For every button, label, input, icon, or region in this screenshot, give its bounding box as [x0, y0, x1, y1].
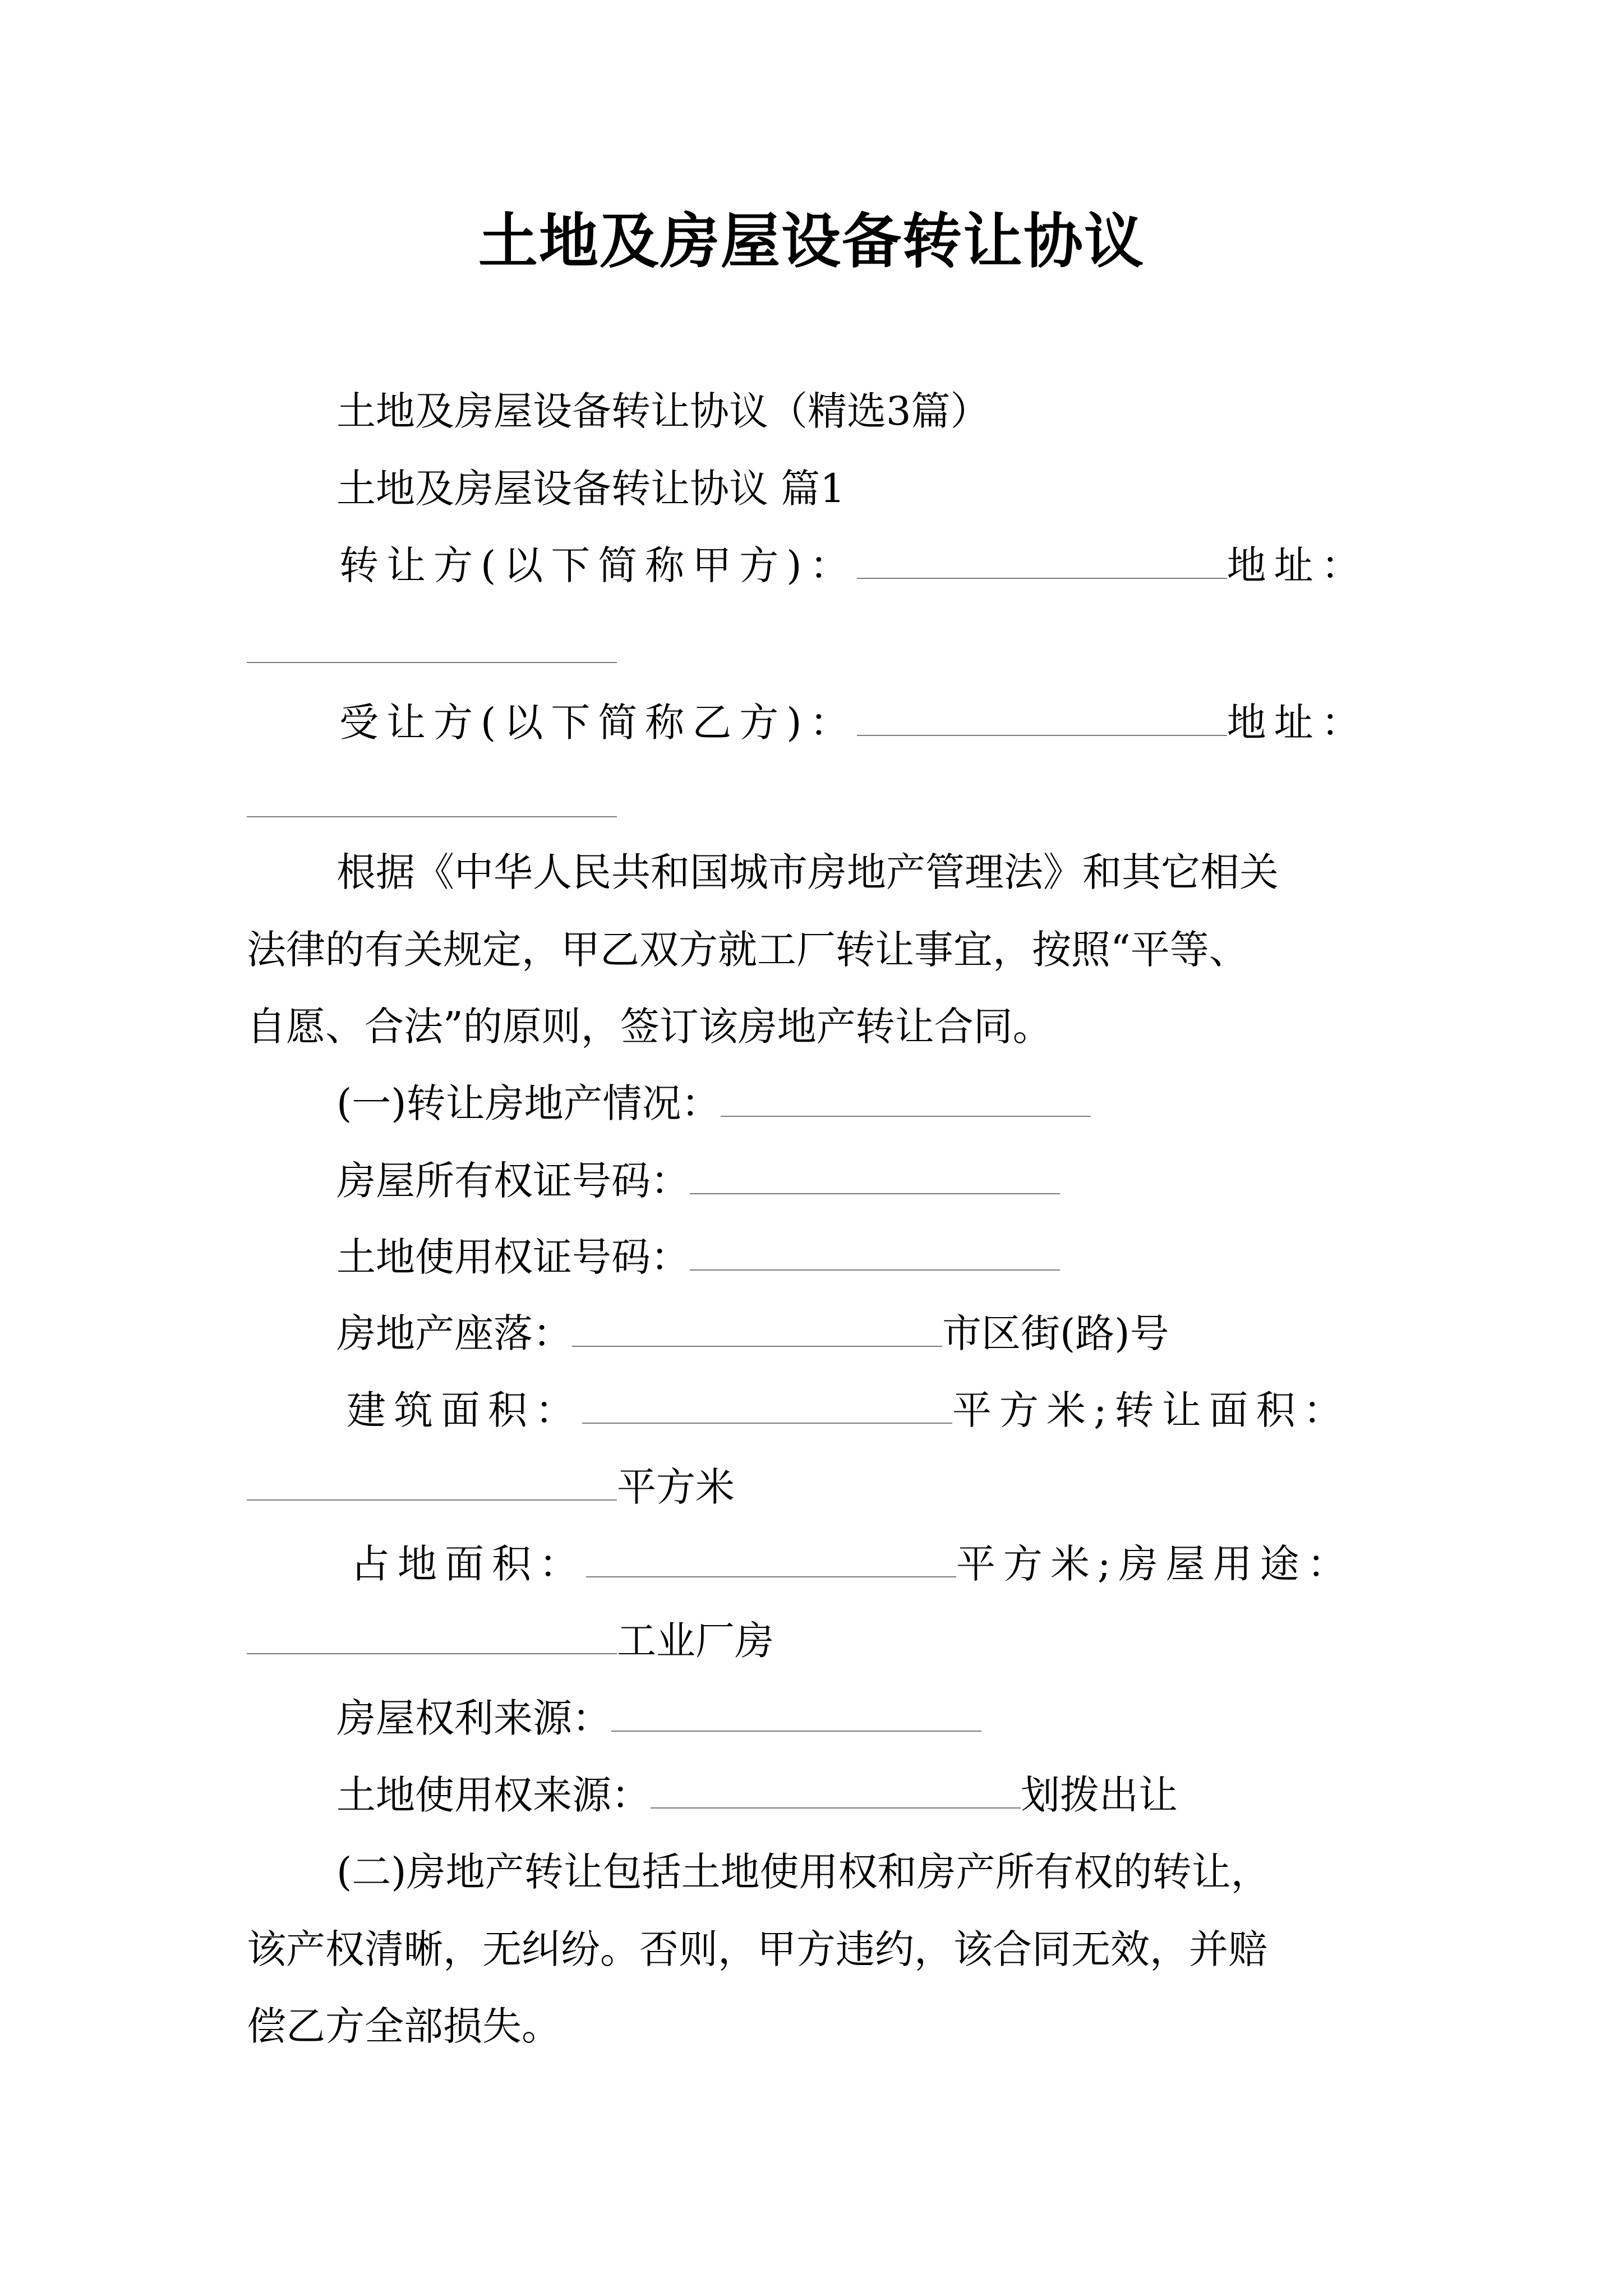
- item1-label: (一)转让房地产情况：: [336, 1080, 721, 1126]
- document-title: 土地及房屋设备转让协议: [478, 206, 1145, 276]
- land-area-line: [351, 1539, 1354, 1589]
- location-suffix: 市区街(路)号: [942, 1310, 1169, 1356]
- transferor-line: [339, 540, 1368, 591]
- intro-paragraph-line3: 自愿、合法”的原则，签订该房地产转让合同。: [247, 1004, 1052, 1050]
- location-line: [336, 1308, 1169, 1359]
- transfer-area-line: [247, 1462, 735, 1512]
- item1-line: [336, 1078, 1091, 1129]
- house-source-label: 房屋权利来源：: [336, 1695, 611, 1741]
- land-source-blank: [651, 1773, 1021, 1809]
- house-cert-line: [336, 1156, 1060, 1206]
- item1-blank: [721, 1081, 1091, 1117]
- transferor-name-blank: [857, 543, 1227, 579]
- land-cert-blank: [690, 1235, 1060, 1271]
- land-source-line: [336, 1770, 1178, 1820]
- item2-paragraph-line1: (二)房地产转让包括土地使用权和房产所有权的转让，: [336, 1849, 1270, 1895]
- item2-paragraph-line2: 该产权清晰，无纠纷。否则，甲方违约，该合同无效，并赔: [247, 1926, 1267, 1972]
- location-blank: [572, 1311, 942, 1347]
- house-use-label: 平方米;房屋用途：: [956, 1541, 1354, 1587]
- transferee-line: [339, 697, 1368, 748]
- transferee-address-blank: [247, 816, 617, 817]
- intro-paragraph-line2: 法律的有关规定，甲乙双方就工厂转让事宜，按照“平等、: [247, 927, 1248, 973]
- house-use-blank: [247, 1618, 617, 1654]
- transfer-area-blank: [247, 1465, 617, 1501]
- house-cert-label: 房屋所有权证号码：: [336, 1158, 690, 1204]
- location-label: 房地产座落：: [336, 1310, 572, 1356]
- land-source-label: 土地使用权来源：: [336, 1772, 651, 1818]
- transferor-label: 转让方(以下简称甲方)：: [339, 542, 857, 588]
- item2-paragraph-line3: 偿乙方全部损失。: [247, 2003, 561, 2049]
- land-source-value: 划拨出让: [1021, 1772, 1178, 1818]
- house-use-line: [247, 1616, 774, 1666]
- building-area-blank: [582, 1388, 952, 1424]
- house-source-line: [336, 1693, 981, 1743]
- transferee-address-label: 地址：: [1227, 700, 1368, 746]
- intro-paragraph-line1: 根据《中华人民共和国城市房地产管理法》和其它相关: [336, 849, 1279, 895]
- transferor-address-blank: [247, 662, 617, 663]
- section-heading: 土地及房屋设备转让协议 篇1: [336, 466, 845, 512]
- transferee-label: 受让方(以下简称乙方)：: [339, 700, 857, 746]
- transferee-name-blank: [857, 700, 1227, 736]
- building-area-line: [347, 1385, 1350, 1435]
- land-area-blank: [586, 1542, 956, 1577]
- house-use-value: 工业厂房: [617, 1618, 774, 1664]
- land-area-label: 占地面积：: [351, 1541, 586, 1587]
- document-subtitle: 土地及房屋设备转让协议（精选3篇）: [336, 388, 990, 434]
- land-cert-line: [336, 1232, 1060, 1282]
- transfer-area-label: 平方米;转让面积：: [952, 1387, 1350, 1433]
- house-source-blank: [611, 1696, 981, 1732]
- land-cert-label: 土地使用权证号码：: [336, 1234, 690, 1280]
- transfer-area-unit: 平方米: [617, 1464, 735, 1510]
- building-area-label: 建筑面积：: [347, 1387, 582, 1433]
- house-cert-blank: [690, 1158, 1060, 1194]
- transferor-address-label: 地址：: [1227, 542, 1368, 588]
